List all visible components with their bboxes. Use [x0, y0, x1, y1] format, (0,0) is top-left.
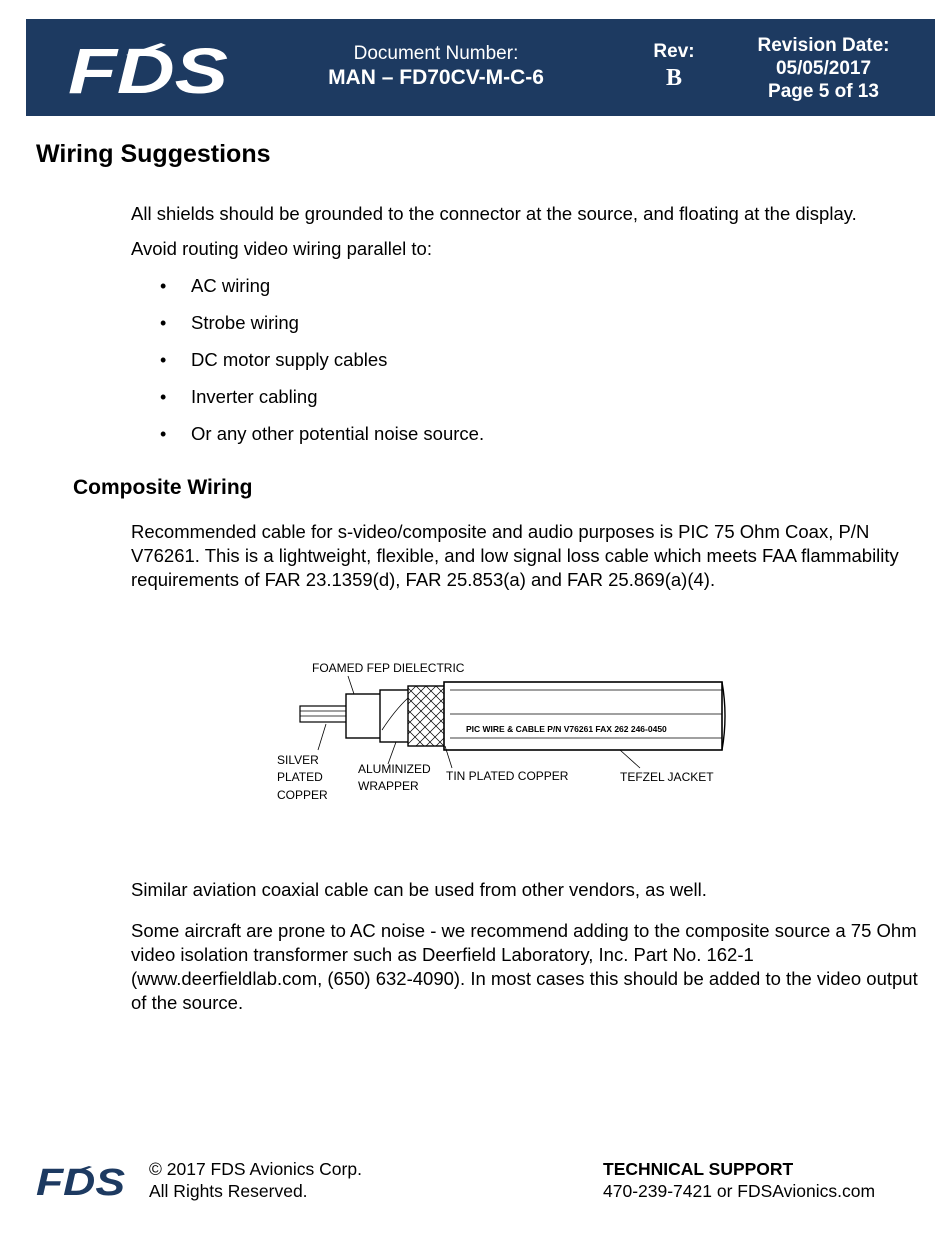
support-title: TECHNICAL SUPPORT — [603, 1159, 794, 1179]
copyright-block — [149, 1158, 362, 1202]
label-wrapper-1: ALUMINIZED — [358, 762, 431, 776]
revision-date: 05/05/2017 — [775, 58, 872, 79]
recommended-cable-text: Recommended cable for s-video/composite and audio purposes is PIC 75 Ohm Coax, P/N V76261. This is a lightweight, flexible, and low signal loss cable which meets FAA flammability requirements of FAR 23.1359(d), FAR 25.853(a) and FAR 25.869(a)(4). — [131, 521, 899, 590]
document-number-block — [301, 43, 571, 91]
label-jacket: TEFZEL JACKET — [620, 770, 714, 784]
document-number: MAN – FD70CV-M-C-6 — [328, 66, 544, 89]
list-item: • DC motor supply cables — [131, 346, 484, 383]
list-item: • Strobe wiring — [131, 309, 484, 346]
subsection-title: Composite Wiring — [73, 476, 253, 499]
technical-support-block — [603, 1158, 875, 1202]
footer-logo-text: FDS — [36, 1162, 125, 1199]
cable-print-text: PIC WIRE & CABLE P/N V76261 FAX 262 246-0450 — [466, 724, 667, 734]
revision-date-label: Revision Date: — [757, 35, 890, 56]
fds-logo — [66, 35, 231, 99]
fds-logo-text: FDS — [68, 35, 229, 99]
list-item: • Inverter cabling — [131, 383, 484, 420]
label-silver-2: PLATED — [277, 770, 323, 784]
bullet-icon: • — [160, 276, 167, 296]
rights-text: All Rights Reserved. — [149, 1181, 308, 1201]
section-title: Wiring Suggestions — [36, 140, 271, 168]
routing-intro-text: Avoid routing video wiring parallel to: — [131, 238, 432, 259]
label-silver-1: SILVER — [277, 753, 319, 767]
bullet-icon: • — [160, 350, 167, 370]
page-number: Page 5 of 13 — [768, 81, 879, 102]
document-header — [26, 19, 935, 116]
tefzel-jacket — [444, 682, 725, 750]
document-number-label: Document Number: — [353, 43, 519, 64]
label-silver-3: COPPER — [277, 788, 328, 802]
dielectric-layer — [346, 694, 382, 738]
other-vendors-text: Similar aviation coaxial cable can be used from other vendors, as well. — [131, 879, 707, 900]
footer-fds-logo — [35, 1161, 127, 1199]
label-tin-plated: TIN PLATED COPPER — [446, 769, 569, 783]
support-contact: 470-239-7421 or FDSAvionics.com — [603, 1181, 876, 1201]
shield-grounding-text: All shields should be grounded to the connector at the source, and floating at the display. — [131, 203, 857, 224]
coax-cable-diagram — [270, 650, 740, 810]
bullet-icon: • — [160, 387, 167, 407]
label-wrapper-2: WRAPPER — [358, 779, 419, 793]
list-item: • AC wiring — [131, 272, 484, 309]
bullet-icon: • — [160, 313, 167, 333]
label-dielectric: FOAMED FEP DIELECTRIC — [312, 661, 465, 675]
center-conductor — [300, 706, 348, 722]
revision-block — [638, 41, 710, 93]
noise-source-list — [131, 272, 484, 457]
bullet-icon: • — [160, 424, 167, 444]
ac-noise-text: Some aircraft are prone to AC noise - we recommend adding to the composite source a 75 Ohm video isolation transformer such as Deerfield Laboratory, Inc. Part No. 162-1 (www.deerfieldlab.com, (650) 632-4090). In most cases this should be added to the video output of the source. — [131, 920, 918, 1013]
list-item: • Or any other potential noise source. — [131, 420, 484, 457]
copyright-text: © 2017 FDS Avionics Corp. — [149, 1159, 362, 1179]
wrapper-layer — [380, 690, 410, 742]
revision-label: Rev: — [653, 41, 695, 62]
revision-date-block — [731, 34, 916, 103]
revision-value: B — [665, 65, 682, 91]
